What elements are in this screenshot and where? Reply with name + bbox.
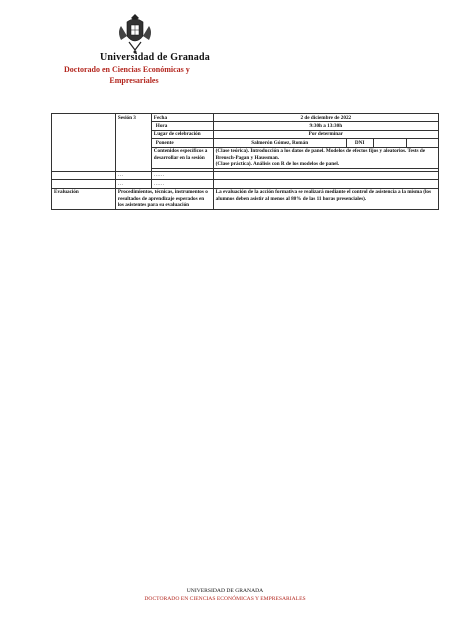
empty-cell [52, 171, 116, 179]
document-header [0, 0, 450, 100]
empty-cell [213, 171, 438, 179]
table-row [52, 171, 439, 179]
evaluacion-label: Evaluación [52, 188, 116, 209]
program-name [64, 64, 234, 86]
hora-label: Hora [151, 122, 213, 130]
ellipsis-cell: … [115, 180, 151, 188]
dni-label: DNI [346, 139, 373, 146]
footer-university: UNIVERSIDAD DE GRANADA [186, 588, 264, 594]
fecha-value: 2 de diciembre de 2022 [213, 114, 438, 122]
document-footer [0, 588, 450, 603]
lugar-label: Lugar de celebración [151, 130, 213, 138]
table-row [52, 180, 439, 188]
empty-cell [52, 180, 116, 188]
ponente-cell [213, 139, 438, 147]
evaluacion-criteria: Procedimientos, técnicas, instrumentos o resultados de aprendizaje esperados en los asistentes para su evaluación [115, 188, 213, 209]
ponente-inner-table [214, 139, 438, 146]
empty-cell [52, 114, 116, 172]
university-name: Universidad de Granada [100, 52, 210, 63]
ponente-value: Salmerón Gómez, Román [214, 139, 347, 146]
contenidos-line: (Clase práctica). Análisis con R de los modelos de panel. [215, 160, 340, 167]
empty-cell [406, 139, 438, 146]
evaluacion-text: La evaluación de la acción formativa se realizará mediante el control de asistencia a la misma (los alumnos deben asistir al menos al 80% de las 11 horas presenciales). [213, 188, 438, 209]
session-label: Sesión 3 [115, 114, 151, 172]
ellipsis-cell: …… [151, 171, 213, 179]
empty-cell [213, 180, 438, 188]
fecha-label: Fecha [151, 114, 213, 122]
contenidos-line: (Clase teórica). Introducción a los datos de panel. Modelos de efectos fijos y aleatorios. Tests de Breusch-Pagan y Haussman. [215, 148, 426, 161]
contenidos-label: Contenidos específicos a desarrollar en la sesión [151, 147, 213, 168]
session-table [51, 113, 439, 210]
lugar-value: Por determinar [213, 130, 438, 138]
university-crest-icon [113, 12, 157, 56]
footer-program: DOCTORADO EN CIENCIAS ECONÓMICAS Y EMPRESARIALES [144, 595, 306, 602]
contenidos-value [213, 147, 438, 168]
program-line-1: Doctorado en Ciencias Económicas y [64, 65, 190, 74]
ellipsis-cell: … [115, 171, 151, 179]
ellipsis-cell: …… [151, 180, 213, 188]
table-row [52, 114, 439, 122]
program-line-2: Empresariales [109, 76, 159, 85]
hora-value: 9:30h a 13:30h [213, 122, 438, 130]
dni-value [373, 139, 406, 146]
table-row [52, 188, 439, 209]
ponente-label: Ponente [151, 139, 213, 147]
